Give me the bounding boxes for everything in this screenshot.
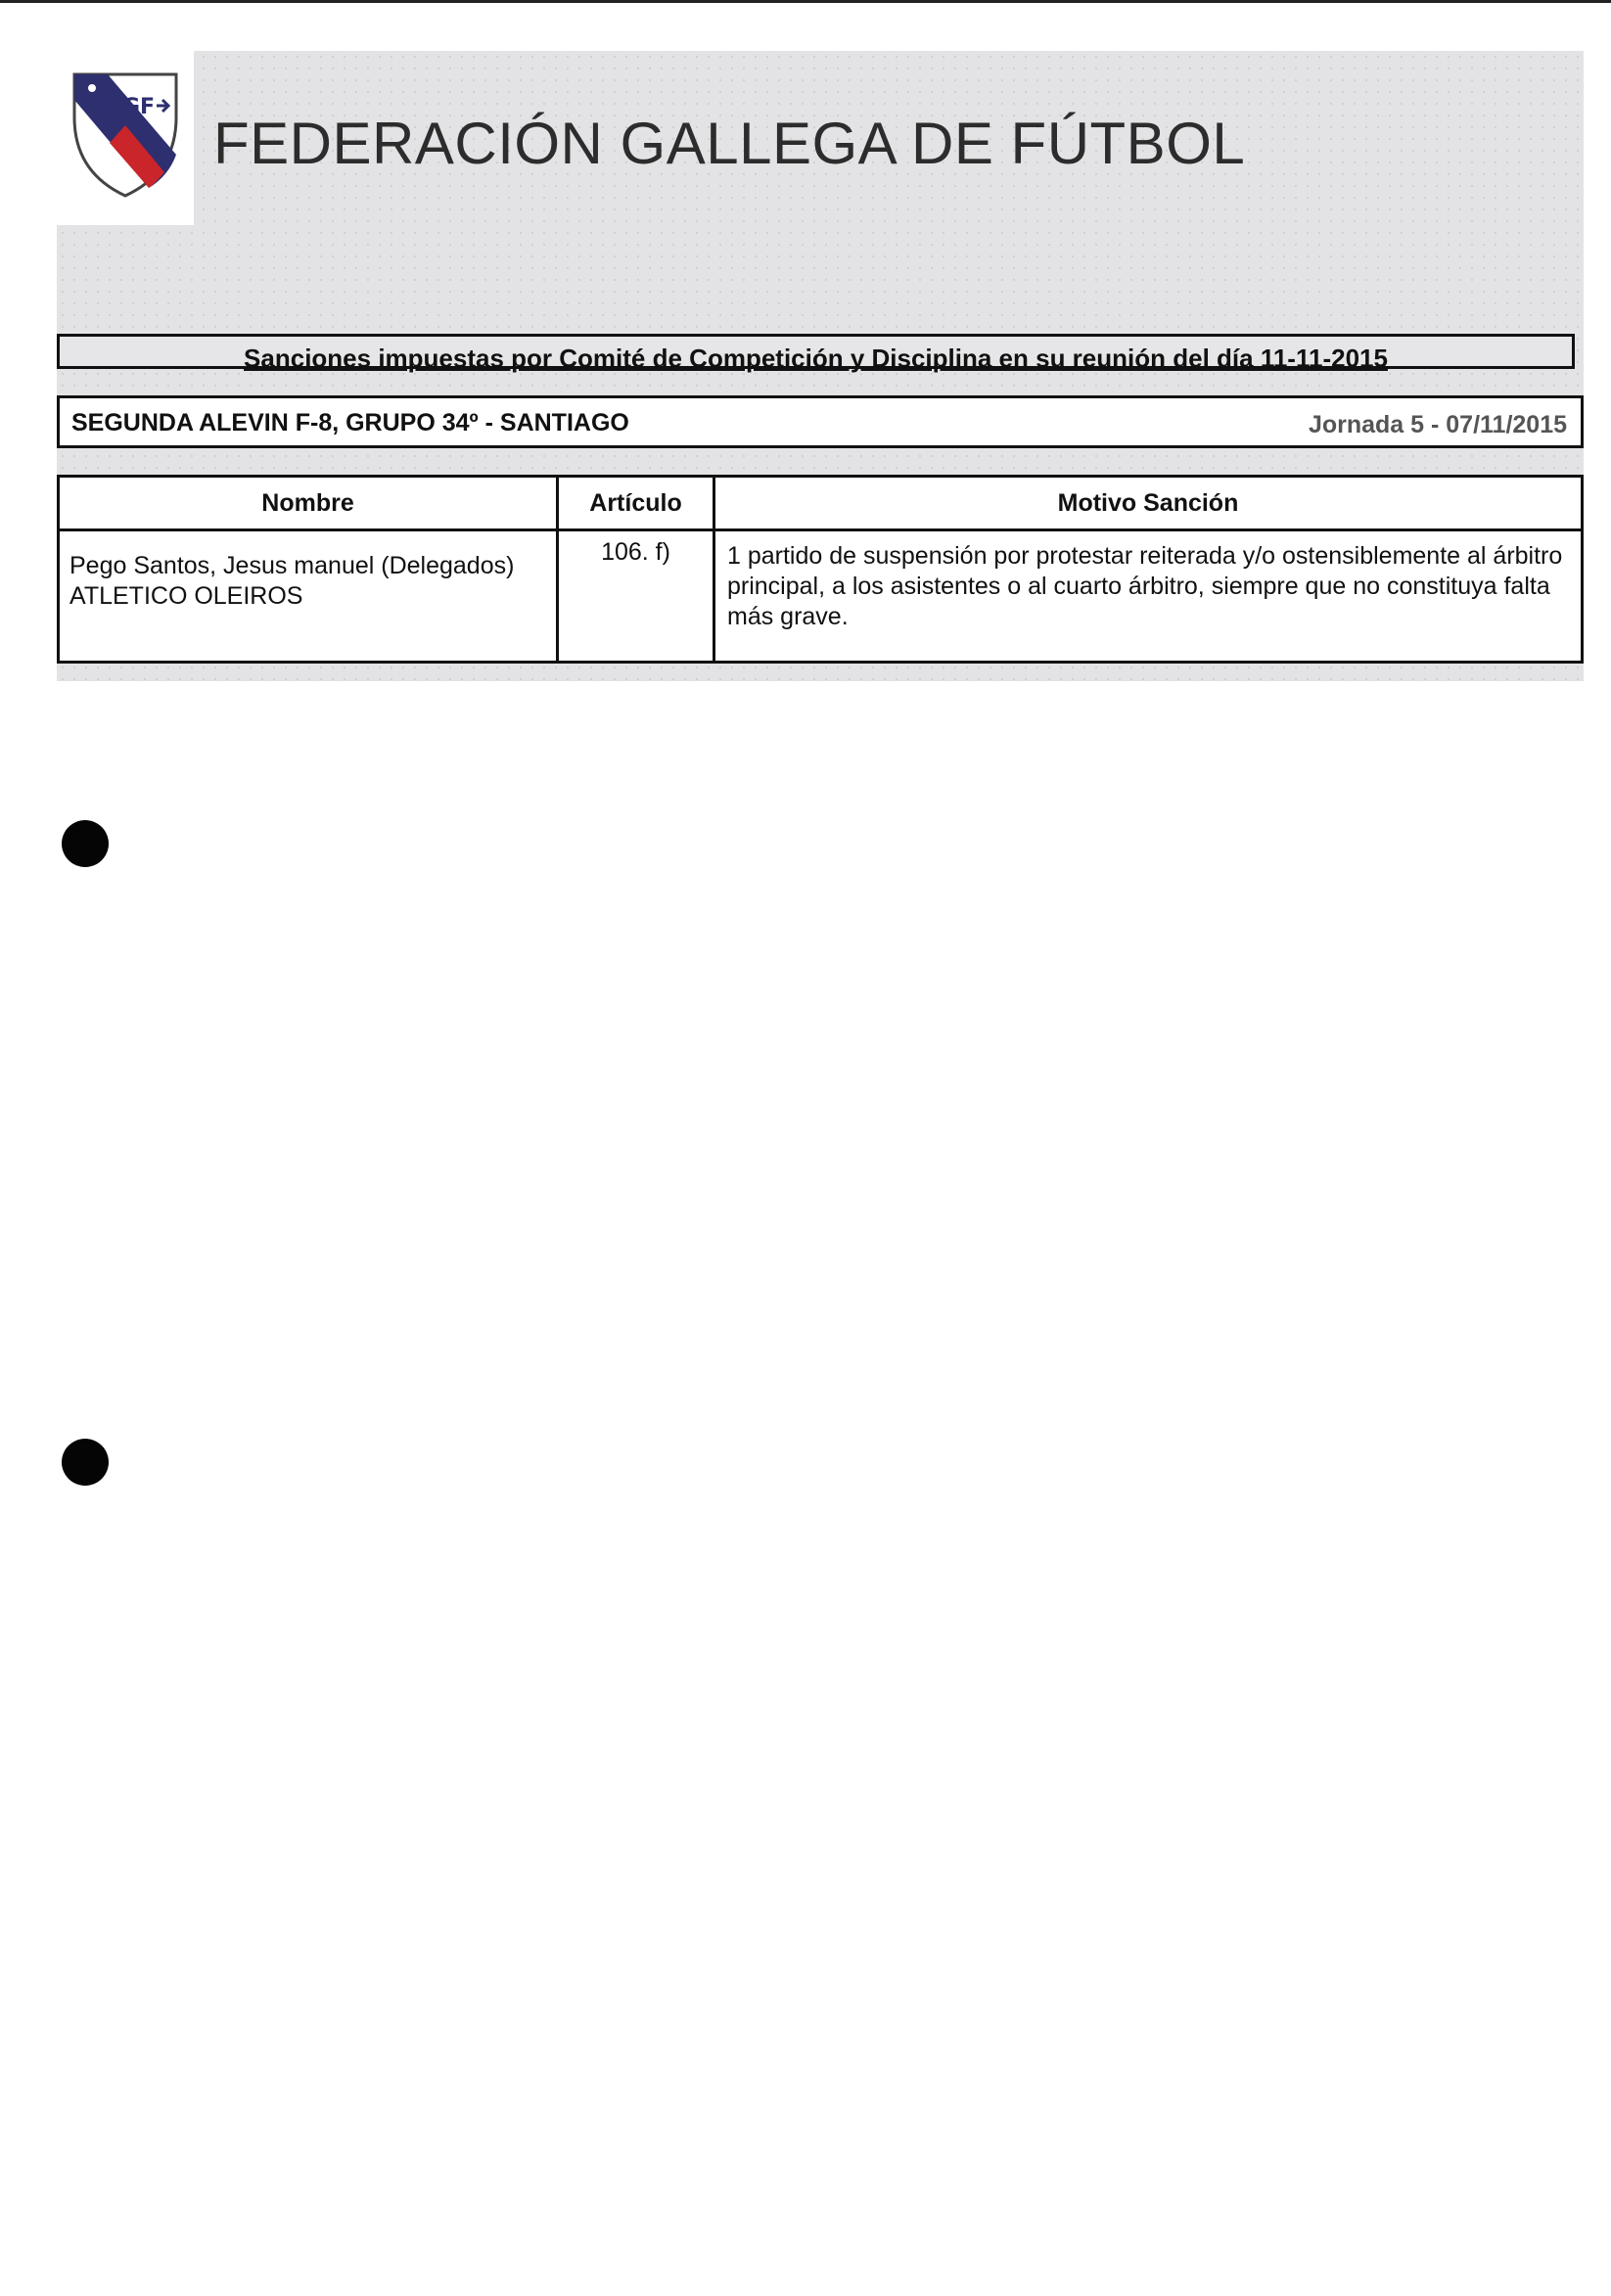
federation-logo [57, 51, 194, 225]
column-header-nombre: Nombre [59, 477, 558, 530]
competition-name: SEGUNDA ALEVIN F-8, GRUPO 34º - SANTIAGO [71, 409, 629, 436]
page-top-edge [0, 0, 1611, 3]
punch-hole-top [62, 820, 109, 867]
sanciones-heading-box [57, 334, 1575, 373]
club-name: ATLETICO OLEIROS [69, 582, 303, 610]
table-header-row [59, 477, 1583, 530]
competition-bar [57, 395, 1584, 448]
page-title: FEDERACIÓN GALLEGA DE FÚTBOL [213, 111, 1246, 176]
punch-hole-bottom [62, 1439, 109, 1486]
sanciones-heading: Sanciones impuestas por Comité de Competición y Disciplina en su reunión del día 11-11-2015 [244, 344, 1388, 373]
motivo-cell: 1 partido de suspensión por protestar reiterada y/o ostensiblemente al árbitro principal, a los asistentes o al cuarto árbitro, siempre que no constituya falta más grave. [714, 530, 1583, 663]
column-header-motivo: Motivo Sanción [714, 477, 1583, 530]
column-header-articulo: Artículo [558, 477, 714, 530]
jornada-label: Jornada 5 - 07/11/2015 [1308, 411, 1567, 438]
sanctions-table [57, 475, 1584, 664]
nombre-cell [59, 530, 558, 663]
shield-icon [67, 67, 184, 204]
svg-text:FGF: FGF [107, 95, 156, 119]
articulo-cell: 106. f) [558, 530, 714, 663]
table-row [59, 530, 1583, 663]
person-name: Pego Santos, Jesus manuel (Delegados) [69, 552, 515, 579]
